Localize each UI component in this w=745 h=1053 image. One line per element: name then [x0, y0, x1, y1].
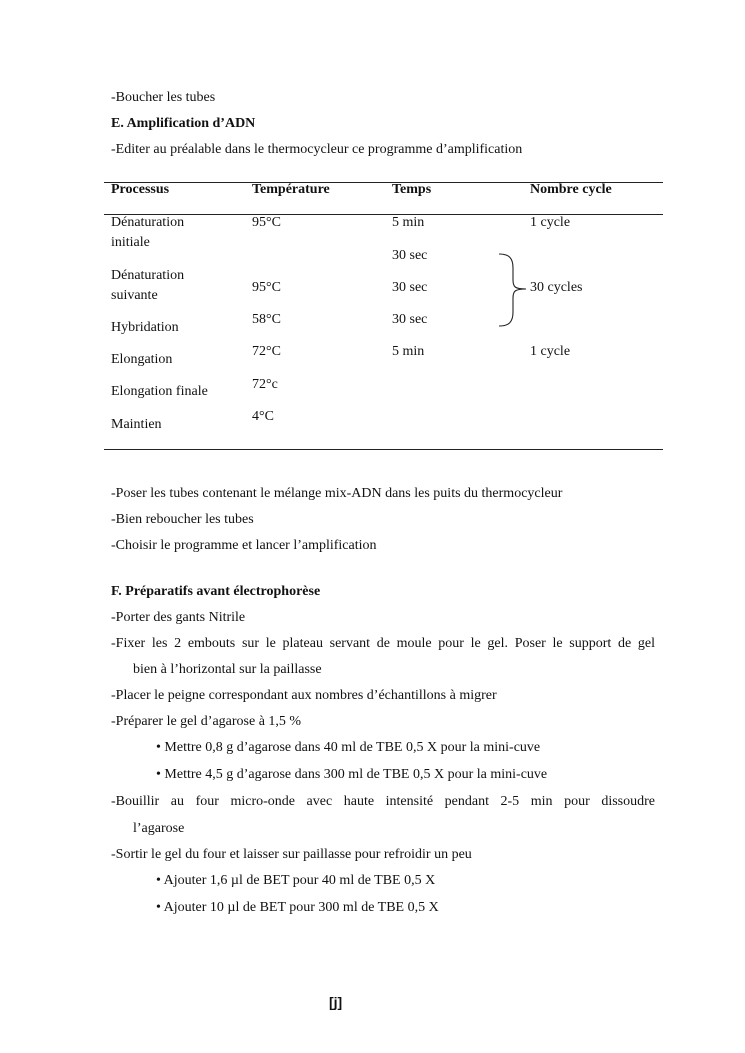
table-cell: 95°C: [252, 280, 281, 295]
table-cell: 30 sec: [392, 280, 428, 295]
list-item: [156, 766, 547, 784]
table-cell: 72°c: [252, 377, 278, 392]
table-header: Temps: [392, 182, 432, 197]
table-header: Nombre cycle: [530, 182, 612, 197]
list-item-text: Mettre 4,5 g d’agarose dans 300 ml de TBE 0,5 X pour la mini-cuve: [164, 767, 548, 782]
bullet-icon: •: [156, 873, 161, 888]
bullet-icon: •: [156, 740, 161, 755]
table-cell: 30 sec: [392, 248, 428, 263]
table-cell: 30 sec: [392, 312, 428, 327]
list-item-text: Ajouter 10 µl de BET pour 300 ml de TBE 0,5 X: [163, 900, 439, 915]
table-cell: 5 min: [392, 215, 425, 230]
table-cell: 58°C: [252, 312, 281, 327]
table-cell: initiale: [111, 235, 150, 250]
bullet-icon: •: [156, 900, 161, 915]
list-item: [156, 872, 435, 890]
table-header: Température: [252, 182, 330, 197]
table-cell: 1 cycle: [530, 215, 571, 230]
table-header: Processus: [111, 182, 170, 197]
text-line: -Boucher les tubes: [111, 90, 216, 105]
table-cell: Maintien: [111, 417, 162, 432]
text-line: bien à l’horizontal sur la paillasse: [133, 662, 322, 677]
text-line: -Préparer le gel d’agarose à 1,5 %: [111, 714, 302, 729]
table-cell: 5 min: [392, 344, 425, 359]
text-line: -Sortir le gel du four et laisser sur paillasse pour refroidir un peu: [111, 847, 472, 862]
text-line: -Fixer les 2 embouts sur le plateau servant de moule pour le gel. Poser le support de gel: [111, 636, 655, 651]
section-heading-f: F. Préparatifs avant électrophorèse: [111, 584, 321, 599]
bullet-icon: •: [156, 767, 161, 782]
table-cell: 30 cycles: [530, 280, 583, 295]
text-line: l’agarose: [133, 821, 185, 836]
text-line: -Editer au préalable dans le thermocycleur ce programme d’amplification: [111, 142, 523, 157]
curly-brace-icon: [497, 250, 531, 330]
list-item: [156, 899, 439, 917]
table-cell: 95°C: [252, 215, 281, 230]
text-line: -Poser les tubes contenant le mélange mix-ADN dans les puits du thermocycleur: [111, 486, 563, 501]
table-cell: Hybridation: [111, 320, 179, 335]
text-line: -Bien reboucher les tubes: [111, 512, 254, 527]
list-item-text: Ajouter 1,6 µl de BET pour 40 ml de TBE 0,5 X: [163, 873, 436, 888]
table-bottom-rule: [104, 449, 663, 450]
table-cell: 4°C: [252, 409, 274, 424]
text-line: -Placer le peigne correspondant aux nombres d’échantillons à migrer: [111, 688, 497, 703]
table-cell: 1 cycle: [530, 344, 571, 359]
section-heading-e: E. Amplification d’ADN: [111, 116, 256, 131]
table-cell: Dénaturation: [111, 215, 185, 230]
table-cell: Elongation finale: [111, 384, 208, 399]
table-header-rule: [104, 214, 663, 215]
table-cell: 72°C: [252, 344, 281, 359]
table-cell: Elongation: [111, 352, 173, 367]
list-item: [156, 739, 540, 757]
table-cell: suivante: [111, 288, 158, 303]
page-number: [j]: [329, 994, 343, 1010]
list-item-text: Mettre 0,8 g d’agarose dans 40 ml de TBE 0,5 X pour la mini-cuve: [164, 740, 541, 755]
text-line: -Porter des gants Nitrile: [111, 610, 246, 625]
text-line: -Choisir le programme et lancer l’amplification: [111, 538, 377, 553]
text-line: -Bouillir au four micro-onde avec haute intensité pendant 2-5 min pour dissoudre: [111, 794, 655, 809]
table-cell: Dénaturation: [111, 268, 185, 283]
